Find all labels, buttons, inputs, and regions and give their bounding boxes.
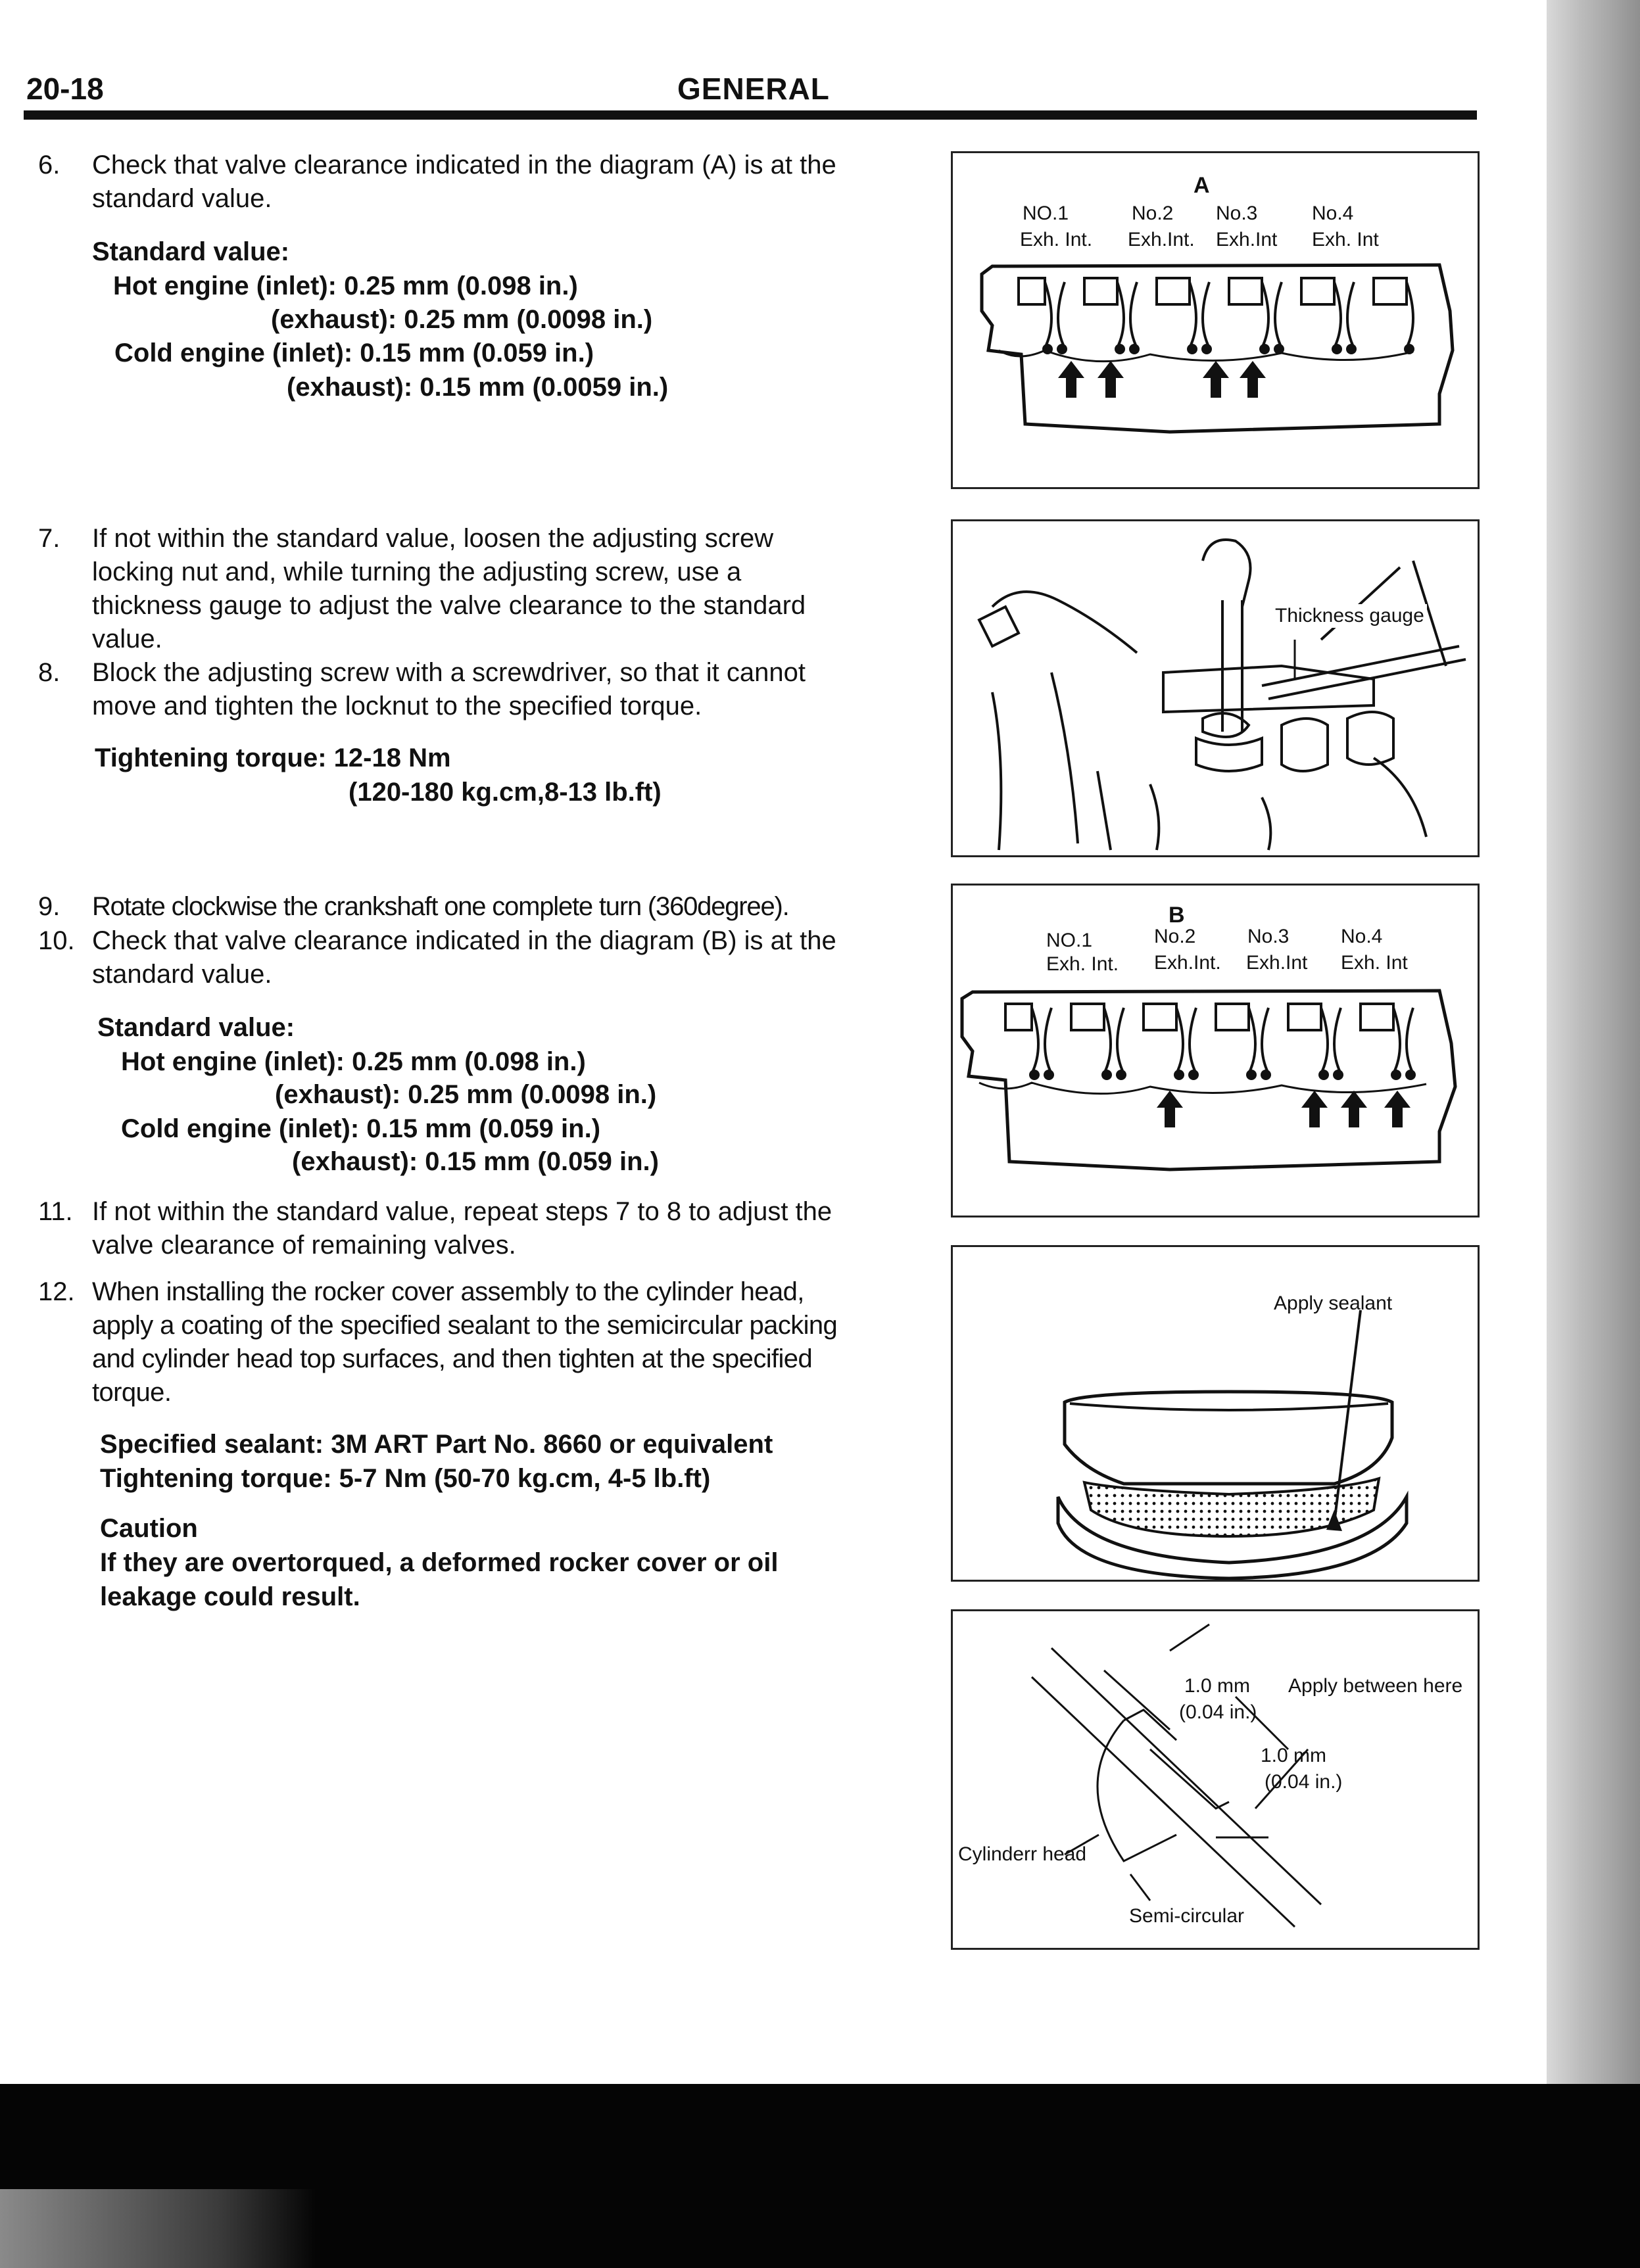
figure-letter: B <box>1169 903 1185 928</box>
dimension-2-inch-label: (0.04 in.) <box>1265 1771 1343 1793</box>
spec-b-cold-inlet: Cold engine (inlet): 0.15 mm (0.059 in.) <box>121 1114 601 1143</box>
caution-heading: Caution <box>100 1514 198 1543</box>
semicircular-packing-drawing <box>953 1247 1478 1580</box>
caution-line1: If they are overtorqued, a deformed rocker cover or oil <box>100 1548 779 1577</box>
valve-1-label: Exh. Int. <box>1046 953 1119 975</box>
step-11 <box>38 1195 847 1262</box>
header-rule <box>24 110 1477 120</box>
cylinder-head-label: Cylinderr head <box>958 1843 1087 1865</box>
valve-3-label: Exh.Int <box>1216 229 1278 250</box>
figure-thickness-gauge <box>951 519 1480 857</box>
spec-a-hot-inlet: Hot engine (inlet): 0.25 mm (0.098 in.) <box>113 272 578 300</box>
figure-letter: A <box>1194 173 1210 198</box>
step-text: When installing the rocker cover assembly to the cylinder head, apply a coating of the specified sealant to the semicircular packing and cylinder head top surfaces, and then tighten at the specified torque. <box>92 1277 838 1407</box>
sealant-line1: Specified sealant: 3M ART Part No. 8660 or equivalent <box>100 1430 773 1459</box>
step-text: Rotate clockwise the crankshaft one complete turn (360degree). <box>92 892 789 921</box>
step-8 <box>38 656 847 723</box>
cylinder-4-label: No.4 <box>1341 926 1383 947</box>
step-10 <box>38 924 847 991</box>
cylinder-3-label: No.3 <box>1247 926 1290 947</box>
thickness-gauge-label: Thickness gauge <box>1272 604 1427 628</box>
figure-valve-diagram-b <box>951 884 1480 1217</box>
apply-between-label: Apply between here <box>1288 1675 1463 1697</box>
dimension-2-label: 1.0 mm <box>1261 1745 1327 1766</box>
page-title: GENERAL <box>677 72 830 106</box>
step-6 <box>38 149 847 216</box>
dimension-1-label: 1.0 mm <box>1184 1675 1251 1697</box>
semi-circular-label: Semi-circular <box>1129 1905 1245 1927</box>
step-number: 12. <box>38 1277 75 1306</box>
sealant-detail-drawing <box>953 1611 1478 1948</box>
apply-sealant-label: Apply sealant <box>1274 1292 1393 1314</box>
valve-4-label: Exh. Int <box>1312 229 1379 250</box>
spec-b-hot-exhaust: (exhaust): 0.25 mm (0.0098 in.) <box>275 1080 657 1109</box>
caution-line2: leakage could result. <box>100 1582 360 1611</box>
step-number: 11. <box>38 1197 73 1226</box>
step-12 <box>38 1275 847 1409</box>
step-7 <box>38 522 847 656</box>
step-9 <box>38 890 847 924</box>
cylinder-2-label: No.2 <box>1154 926 1196 947</box>
cylinder-1-label: NO.1 <box>1023 202 1069 224</box>
scan-bottom-band <box>0 2084 1640 2268</box>
figure-apply-sealant <box>951 1245 1480 1582</box>
valve-2-label: Exh.Int. <box>1128 229 1195 250</box>
spec-b-cold-exhaust: (exhaust): 0.15 mm (0.059 in.) <box>292 1147 659 1176</box>
step-text: If not within the standard value, loosen the adjusting screw locking nut and, while turning the adjusting screw, use a thickness gauge to adjust the valve clearance to the standard value. <box>92 524 806 653</box>
step-number: 9. <box>38 892 60 921</box>
cylinder-2-label: No.2 <box>1132 202 1174 224</box>
cylinder-4-label: No.4 <box>1312 202 1354 224</box>
thickness-gauge-drawing <box>953 521 1478 855</box>
cylinder-3-label: No.3 <box>1216 202 1258 224</box>
valve-1-label: Exh. Int. <box>1020 229 1093 250</box>
step-number: 7. <box>38 524 60 553</box>
cylinder-head-drawing <box>953 886 1478 1216</box>
step-number: 8. <box>38 658 60 687</box>
step-text: Block the adjusting screw with a screwdriver, so that it cannot move and tighten the locknut to the specified torque. <box>92 658 806 721</box>
step-number: 10. <box>38 926 75 955</box>
spec-a-hot-exhaust: (exhaust): 0.25 mm (0.0098 in.) <box>271 305 653 334</box>
spec-a-cold-inlet: Cold engine (inlet): 0.15 mm (0.059 in.) <box>114 339 594 367</box>
page-number: 20-18 <box>26 72 104 106</box>
step-number: 6. <box>38 151 60 179</box>
step-text: If not within the standard value, repeat steps 7 to 8 to adjust the valve clearance of remaining valves. <box>92 1197 832 1260</box>
step-text: Check that valve clearance indicated in the diagram (A) is at the standard value. <box>92 151 836 213</box>
spec-b-hot-inlet: Hot engine (inlet): 0.25 mm (0.098 in.) <box>121 1047 586 1076</box>
step-text: Check that valve clearance indicated in the diagram (B) is at the standard value. <box>92 926 836 989</box>
sealant-line2: Tightening torque: 5-7 Nm (50-70 kg.cm, 4-5 lb.ft) <box>100 1464 711 1493</box>
spec-a-cold-exhaust: (exhaust): 0.15 mm (0.0059 in.) <box>287 373 669 402</box>
dimension-1-inch-label: (0.04 in.) <box>1179 1701 1257 1723</box>
valve-2-label: Exh.Int. <box>1154 952 1221 974</box>
valve-4-label: Exh. Int <box>1341 952 1408 974</box>
torque-1-line2: (120-180 kg.cm,8-13 lb.ft) <box>349 778 662 807</box>
cylinder-head-drawing <box>953 153 1478 487</box>
scan-edge-shadow <box>1547 0 1640 2268</box>
figure-sealant-detail <box>951 1609 1480 1950</box>
spec-a-heading: Standard value: <box>92 237 290 266</box>
valve-3-label: Exh.Int <box>1246 952 1308 974</box>
torque-1-line1: Tightening torque: 12-18 Nm <box>95 744 451 772</box>
cylinder-1-label: NO.1 <box>1046 930 1093 951</box>
spec-b-heading: Standard value: <box>97 1013 295 1042</box>
figure-valve-diagram-a <box>951 151 1480 489</box>
